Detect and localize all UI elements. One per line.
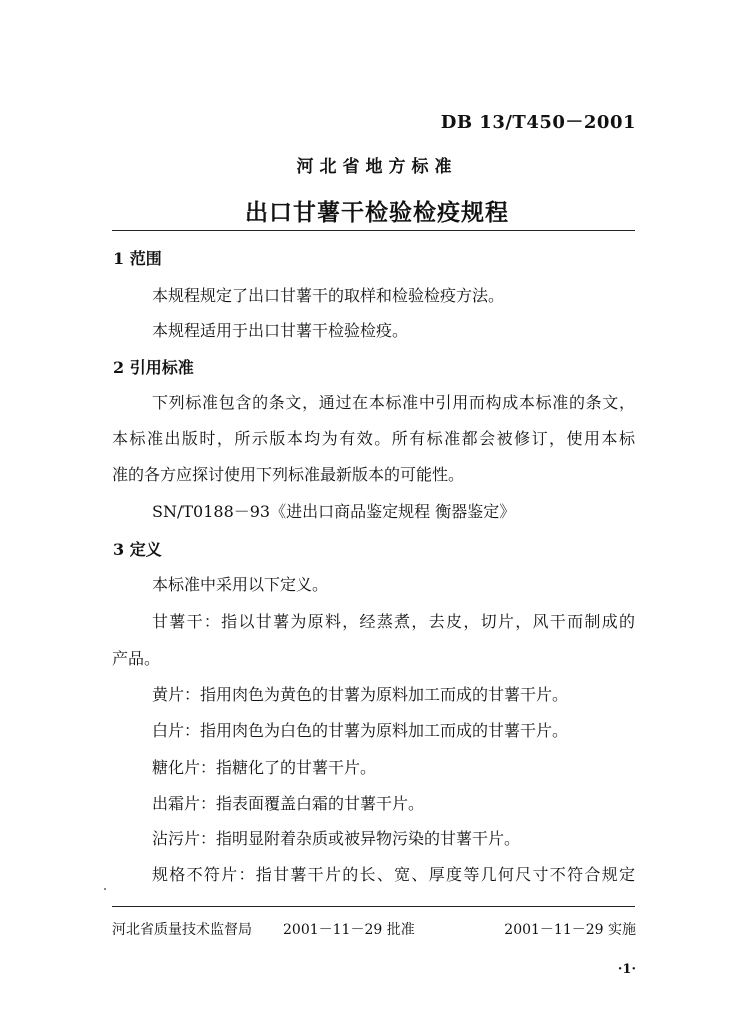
definition-white-slice: 白片：指用肉色为白色的甘薯为原料加工而成的甘薯干片。 [152, 721, 569, 740]
section-heading-scope: 1 范围 [113, 249, 162, 268]
definitions-intro: 本标准中采用以下定义。 [152, 575, 329, 594]
definition-nonconforming-slice: 规格不符片：指甘薯干片的长、宽、厚度等几何尺寸不符合规定 [152, 865, 635, 884]
standard-number: DB 13/T450－2001 [440, 112, 636, 133]
definition-saccharified-slice: 糖化片：指糖化了的甘薯干片。 [152, 758, 377, 777]
header-divider [112, 230, 635, 231]
definition-yellow-slice: 黄片：指用肉色为黄色的甘薯为原料加工而成的甘薯干片。 [152, 685, 569, 704]
section-heading-definitions: 3 定义 [113, 540, 162, 559]
definition-sweet-potato-line-2: 产品。 [112, 649, 161, 668]
implementation-date: 2001－11－29 实施 [504, 922, 636, 938]
references-line-1: 下列标准包含的条文，通过在本标准中引用而构成本标准的条文， [152, 393, 635, 412]
reference-standard: SN/T0188－93《进出口商品鉴定规程 衡器鉴定》 [152, 502, 516, 521]
references-line-2: 本标准出版时，所示版本均为有效。所有标准都会被修订，使用本标 [112, 429, 635, 448]
definition-contaminated-slice: 沾污片：指明显附着杂质或被异物污染的甘薯干片。 [152, 829, 521, 848]
page-number: ·1· [617, 962, 636, 977]
section-heading-references: 2 引用标准 [113, 358, 194, 377]
standard-type: 河北省地方标准 [296, 157, 458, 177]
issuing-authority: 河北省质量技术监督局 [112, 922, 252, 938]
footer-divider [112, 906, 635, 907]
approval-date: 2001－11－29 批准 [283, 922, 415, 938]
definition-sweet-potato-line-1: 甘薯干：指以甘薯为原料，经蒸煮，去皮，切片，风干而制成的 [152, 612, 635, 631]
definition-frosted-slice: 出霜片：指表面覆盖白霜的甘薯干片。 [152, 794, 425, 813]
scan-speck [104, 888, 106, 890]
scope-paragraph-1: 本规程规定了出口甘薯干的取样和检验检疫方法。 [152, 286, 505, 305]
document-title: 出口甘薯干检验检疫规程 [245, 199, 509, 226]
scope-paragraph-2: 本规程适用于出口甘薯干检验检疫。 [152, 321, 409, 340]
references-line-3: 准的各方应探讨使用下列标准最新版本的可能性。 [112, 465, 465, 484]
